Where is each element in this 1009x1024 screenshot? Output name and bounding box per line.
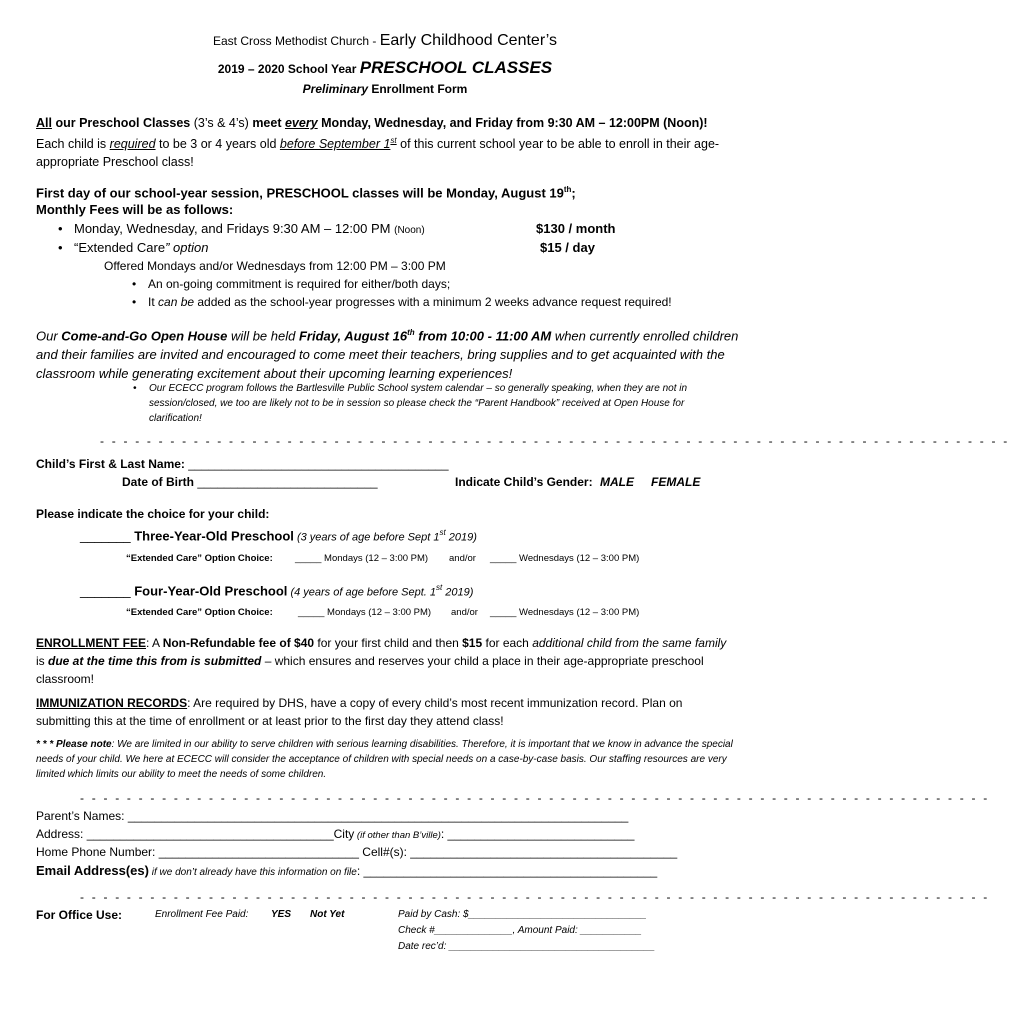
extended-care-days: Offered Mondays and/or Wednesdays from 12:00 PM – 3:00 PM — [104, 259, 446, 273]
fee-item-extended: “Extended Care” option — [74, 240, 209, 255]
gender-female-option[interactable]: FEMALE — [651, 475, 701, 489]
first-day-notice: First day of our school-year session, PRESCHOOL classes will be Monday, August 19th; — [36, 185, 576, 201]
four-extended-label: “Extended Care” Option Choice: — [126, 607, 273, 618]
divider-3: - - - - - - - - - - - - - - - - - - - - - - - - - - - - - - - - - - - - - - - - - - - - - - - - - - - - - - - - - - - - - - - - - - - - - - - - - - - - - - — [80, 890, 990, 904]
calendar-note: Our ECECC program follows the Bartlesville Public School system calendar – so generally speaking, when they are not in session/closed, we too are likely not to be in session so please check the “Parent Handbook” received at Open House for clarification! — [149, 383, 688, 424]
parent-names-field[interactable]: Parent’s Names: ___________________________________________________________________________ — [36, 809, 629, 823]
immunization-paragraph: IMMUNIZATION RECORDS: Are required by DHS, have a copy of every child’s most recent immunization record. Plan on submitting this at the time of enrollment or at least prior to the first day they attend class! — [36, 696, 683, 728]
header-line-1: East Cross Methodist Church - Early Childhood Center’s — [212, 32, 557, 49]
gender-label: Indicate Child’s Gender: — [455, 475, 593, 489]
four-wednesday-option[interactable]: _____ Wednesdays (12 – 3:00 PM) — [490, 607, 640, 618]
monthly-fees-heading: Monthly Fees will be as follows: — [36, 202, 234, 217]
divider-2: - - - - - - - - - - - - - - - - - - - - - - - - - - - - - - - - - - - - - - - - - - - - - - - - - - - - - - - - - - - - - - - - - - - - - - - - - - - - - - — [80, 791, 990, 805]
four-monday-option[interactable]: _____ Mondays (12 – 3:00 PM) — [298, 607, 432, 618]
fee-price-monthly: $130 / month — [536, 221, 616, 236]
fee-price-daily: $15 / day — [540, 240, 595, 255]
phone-fields[interactable]: Home Phone Number: ______________________________ Cell#(s): ________________________________________ — [36, 845, 678, 859]
four-year-old-choice[interactable]: _______ Four-Year-Old Preschool (4 years of age before Sept. 1st 2019) — [80, 583, 474, 599]
fee-paid-not-yet[interactable]: Not Yet — [310, 909, 345, 920]
choice-prompt: Please indicate the choice for your child: — [36, 507, 270, 521]
office-use-label: For Office Use: — [36, 908, 123, 922]
header-line-2: 2019 – 2020 School Year PRESCHOOL CLASSES — [217, 58, 553, 77]
extended-note-2: It can be added as the school-year progresses with a minimum 2 weeks advance request required! — [148, 295, 672, 309]
open-house-paragraph: Our Come-and-Go Open House will be held Friday, August 16th from 10:00 - 11:00 AM when currently enrolled children and their families are invited and encouraged to come meet their teachers, bring supplies and to get acquainted with the classroom while generating excitement about their upcoming learning experiences! — [36, 328, 739, 382]
address-field[interactable]: Address: _____________________________________City (if other than B’ville): ____________________________ — [36, 827, 635, 841]
fee-paid-yes[interactable]: YES — [271, 909, 292, 920]
child-name-field[interactable]: Child’s First & Last Name: _______________________________________ — [36, 457, 449, 471]
three-andor-text: and/or — [449, 553, 476, 564]
check-field[interactable]: Check #______________, Amount Paid: ___________ — [398, 925, 642, 936]
three-wednesday-option[interactable]: _____ Wednesdays (12 – 3:00 PM) — [490, 553, 640, 564]
three-year-old-choice[interactable]: _______ Three-Year-Old Preschool (3 years of age before Sept 1st 2019) — [80, 528, 477, 544]
fee-item-regular: Monday, Wednesday, and Fridays 9:30 AM – 12:00 PM (Noon) — [74, 221, 425, 236]
paid-by-cash-field[interactable]: Paid by Cash: $________________________________ — [398, 909, 647, 920]
date-received-field[interactable]: Date rec’d: _____________________________________ — [398, 941, 655, 952]
three-extended-label: “Extended Care” Option Choice: — [126, 553, 273, 564]
form-title: Preliminary Enrollment Form — [302, 82, 468, 96]
enrollment-fee-paragraph: ENROLLMENT FEE: A Non-Refundable fee of $40 for your first child and then $15 for each additional child from the same family is due at the time this from is submitted – which ensures and reserves your child a place in their age-appropriate preschool classroom! — [36, 636, 727, 686]
fee-paid-label: Enrollment Fee Paid: — [155, 909, 249, 920]
extended-note-1: An on-going commitment is required for either/both days; — [148, 277, 451, 291]
date-of-birth-field[interactable]: Date of Birth ___________________________ — [122, 475, 378, 489]
three-monday-option[interactable]: _____ Mondays (12 – 3:00 PM) — [295, 553, 429, 564]
gender-male-option[interactable]: MALE — [600, 475, 634, 489]
intro-paragraph: All our Preschool Classes (3’s & 4’s) meet every Monday, Wednesday, and Friday from 9:30 AM – 12:00PM (Noon)! Each child is required to be 3 or 4 years old before September 1st of this current school year to be able to enroll in their age-appropriate Preschool class! — [36, 116, 720, 170]
divider-1: - - - - - - - - - - - - - - - - - - - - - - - - - - - - - - - - - - - - - - - - - - - - - - - - - - - - - - - - - - - - - - - - - - - - - - - - - - - - - - — [100, 434, 1009, 448]
email-field[interactable]: Email Address(es) if we don’t already have this information on file: ____________________________________________ — [36, 863, 658, 878]
special-needs-note: * * * Please note: We are limited in our ability to serve children with serious learning disabilities. Therefore, it is important that we know in advance the special needs of your child. We here at ECECC will consider the acceptance of children with special needs on a case-by-case basis. Our staffing resources are very limited which limits our ability to meet the needs of some children. — [36, 739, 733, 780]
four-andor-text: and/or — [451, 607, 478, 618]
